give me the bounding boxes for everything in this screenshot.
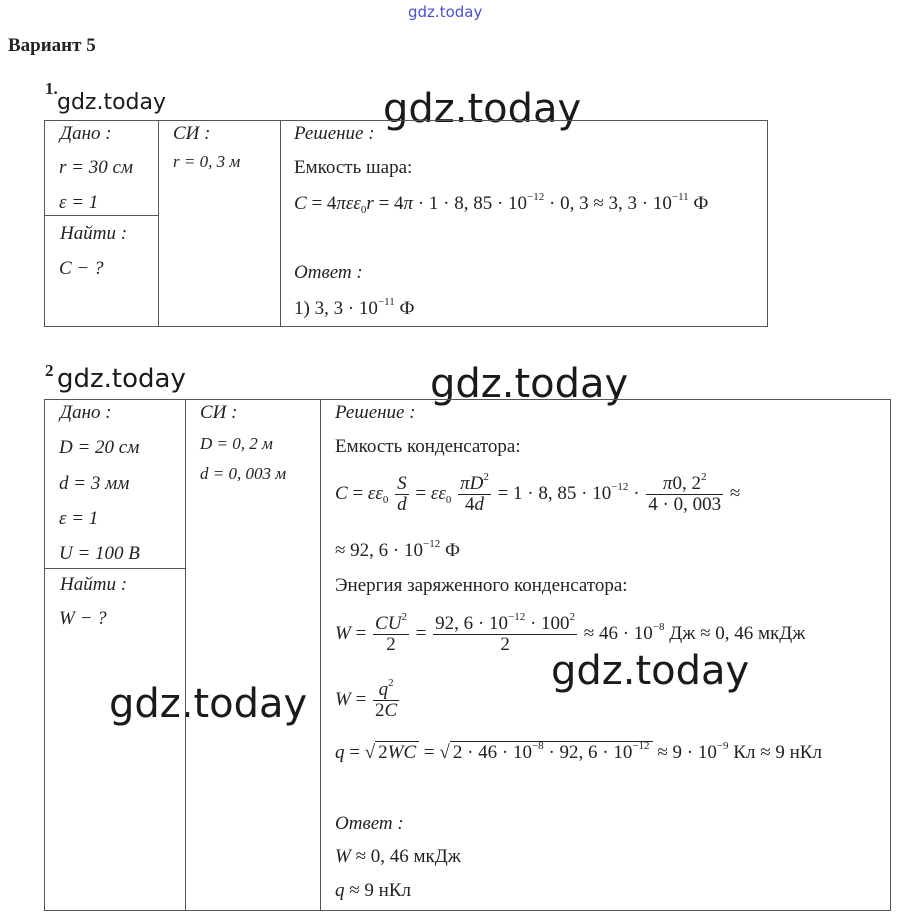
task1-solution-title: Емкость шара: [294,157,413,178]
task2-energy-q-formula: W = $\frac{q^2}{2C}$ [335,677,398,721]
task2-given-line-4: U = 100 В [59,543,140,564]
task2-answer-2: q ≈ 9 нКл [335,880,411,901]
task2-given-line-2: d = 3 мм [59,473,130,494]
task2-divider-2 [320,399,321,911]
task2-find-label: Найти : [60,574,128,595]
task2-si-line-2: d = 0, 003 м [200,464,287,483]
watermark-task1-large: gdz.today [383,86,582,132]
watermark-top: gdz.today [408,3,483,21]
task2-capacity-formula: $C = \varepsilon\varepsilon_0$ $\frac{S}{d}$ = $\varepsilon\varepsilon_0$ $\frac{\pi D^2}{4d}$ = 1 · 8, $85 \cdot 10^{-12}$ · $\frac{\pi 0, 2^2}{4 \cdot 0, 003}$ ≈ [335,471,741,515]
task2-solution-label: Решение : [335,402,416,423]
task2-energy-formula: W = $\frac{CU^2}{2}$ = $\frac{92, 6 \cdot 10^{-12} \cdot 100^2}{2}$ ≈ $46 \cdot 10^{-8}$ Дж ≈ 0, 46 мкДж [335,611,806,655]
task1-given-label: Дано : [60,123,112,144]
watermark-task2-left: gdz.today [109,681,308,727]
task2-si-label: СИ : [200,402,238,423]
task1-si-line-1: r = 0, 3 м [173,152,241,171]
task2-capacity-title: Емкость конденсатора: [335,436,521,457]
task1-divider-2 [280,120,281,327]
task2-given-find-divider [44,568,186,569]
watermark-task2-small: gdz.today [57,364,186,394]
task2-given-label: Дано : [60,402,112,423]
task2-given-line-3: ε = 1 [59,508,99,529]
task1-divider-1 [158,120,159,327]
task2-charge-formula: q = √ 2WC = √ $2 \cdot 46 \cdot 10^{-8} \cdot 92$, $6 \cdot 10^{-12} \approx 9 \cdot 10^{-9}$ Кл ≈ 9 нКл [335,740,822,763]
task1-find-label: Найти : [60,223,128,244]
variant-title: Вариант 5 [8,35,96,56]
task1-si-label: СИ : [173,123,211,144]
task2-energy-title: Энергия заряженного конденсатора: [335,575,628,596]
task2-find-value: W − ? [59,608,107,629]
task1-given-line-2: ε = 1 [59,192,99,213]
task1-table [44,120,768,327]
task2-si-line-1: D = 0, 2 м [200,434,273,453]
task2-capacity-result: ≈ 92, $6 \cdot 10^{-12}$ Ф [335,538,460,561]
task2-divider-1 [185,399,186,911]
task1-given-find-divider [44,215,159,216]
task1-answer-label: Ответ : [294,262,363,283]
task1-formula: C = 4πεε$_0$r = 4π · 1 · 8, $85 \cdot 10^{-12} \cdot 0$, 3 ≈ 3, $3 \cdot 10^{-11}$ Ф [294,191,709,216]
task1-number: 1. [45,79,58,98]
watermark-task1-small: gdz.today [57,90,167,115]
task2-answer-1: W ≈ 0, 46 мкДж [335,846,461,867]
task2-answer-label: Ответ : [335,813,404,834]
task1-answer: 1) 3, $3 \cdot 10^{-11}$ Ф [294,296,415,319]
task1-find-value: C − ? [59,258,104,279]
task2-number: 2 [45,361,54,380]
watermark-task2-right: gdz.today [551,648,750,694]
task2-given-line-1: D = 20 см [59,437,140,458]
task1-solution-label: Решение : [294,123,375,144]
task1-given-line-1: r = 30 см [59,157,134,178]
watermark-task2-large: gdz.today [430,361,629,407]
